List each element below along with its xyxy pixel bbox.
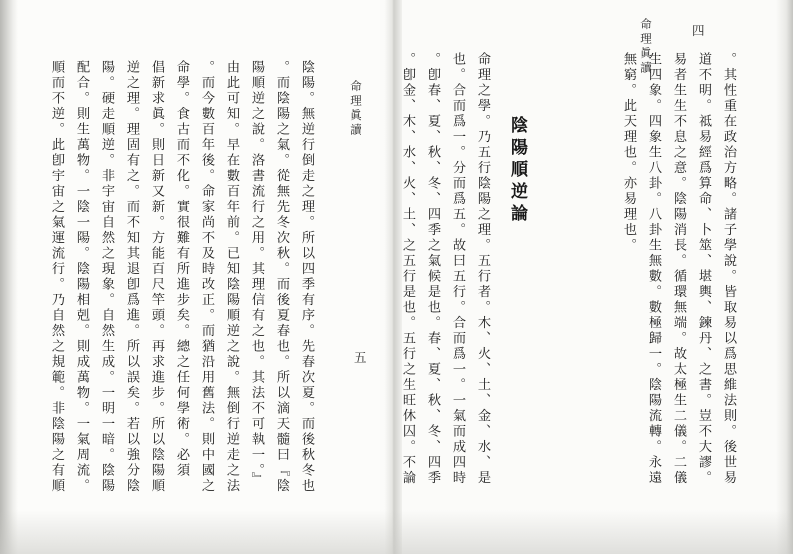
- text-column: 順而不逆。此卽宇宙之氣運流行。乃自然之規範。非陰陽之有順: [49, 60, 64, 494]
- text-column: 。其性重在政治方略。諸子學說。皆取易以爲思維法則。後世易: [721, 52, 736, 486]
- text-column: 易者生生不息之意。陰陽消長。循環無端。故太極生二儀。二儀: [671, 52, 686, 486]
- text-column: 陽。硬走順逆。非宇宙自然之現象。自然生成。一明一暗。陰陽: [99, 60, 114, 494]
- section-heading: 陰陽順逆論: [507, 116, 527, 226]
- text-column: 道不明。祗易經爲算命、卜筮、堪輿、鍊丹、之書。豈不大謬。: [696, 52, 711, 486]
- text-column: 逆之理。理固有之。而不知其退卽爲進。所以誤矣。若以強分陰: [124, 60, 139, 494]
- right-page: [402, 0, 776, 554]
- page-number-right: 四: [692, 23, 705, 38]
- text-column: 配合。則生萬物。一陰一陽。陰陽相剋。則成萬物。一氣周流。: [74, 60, 89, 494]
- left-page: [18, 0, 380, 554]
- text-column: 。卽金、木、水、火、土、之五行是也。五行之生旺休囚。不論: [400, 52, 415, 486]
- page-edge-left: [0, 0, 18, 554]
- text-column: 也。合而爲一。分而爲五。故曰五行。合而爲一。一氣而成四時: [450, 52, 465, 486]
- page-edge-right: [776, 0, 793, 554]
- page-number-left: 五: [354, 350, 367, 365]
- text-column: 由此可知。早在數百年前。已知陰陽順逆之說。無倒行逆走之法: [224, 60, 239, 494]
- text-column: 生四象。四象生八卦。八卦生無數。數極歸一。陰陽流轉。永遠: [646, 52, 661, 486]
- text-column: 命學。食古而不化。實很難有所進步矣。總之任何學術。必須: [174, 60, 189, 479]
- text-column: 。卽春、夏、秋、冬、四季之氣候是也。春、夏、秋、冬、四季: [425, 52, 440, 486]
- scan-shadow: [0, 510, 793, 554]
- text-column: 倡新求眞。則日新又新。方能百尺竿頭。再求進步。所以陰陽順: [149, 60, 164, 494]
- text-column: 。而陰陽之氣。從無先冬次秋。而後夏春也。所以滴天髓曰『陰: [274, 60, 289, 494]
- running-title-right: 命理眞讀: [639, 18, 653, 76]
- text-column: 陽順逆之說。洛書流行之用。其理信有之也。其法不可執一。』: [249, 60, 264, 488]
- text-column: 陰陽。無逆行倒走之理。所以四季有序。先春次夏。而後秋冬也: [299, 60, 314, 494]
- text-column: 命理之學。乃五行陰陽之理。五行者。木、火、土、金、水、是: [475, 52, 490, 486]
- text-column: 。而今數百年後。命家尚不及時改正。而猶沿用舊法。則中國之: [199, 60, 214, 494]
- running-title-left: 命理眞讀: [349, 80, 363, 138]
- text-column: 無窮。此天理也。亦易理也。: [621, 52, 636, 254]
